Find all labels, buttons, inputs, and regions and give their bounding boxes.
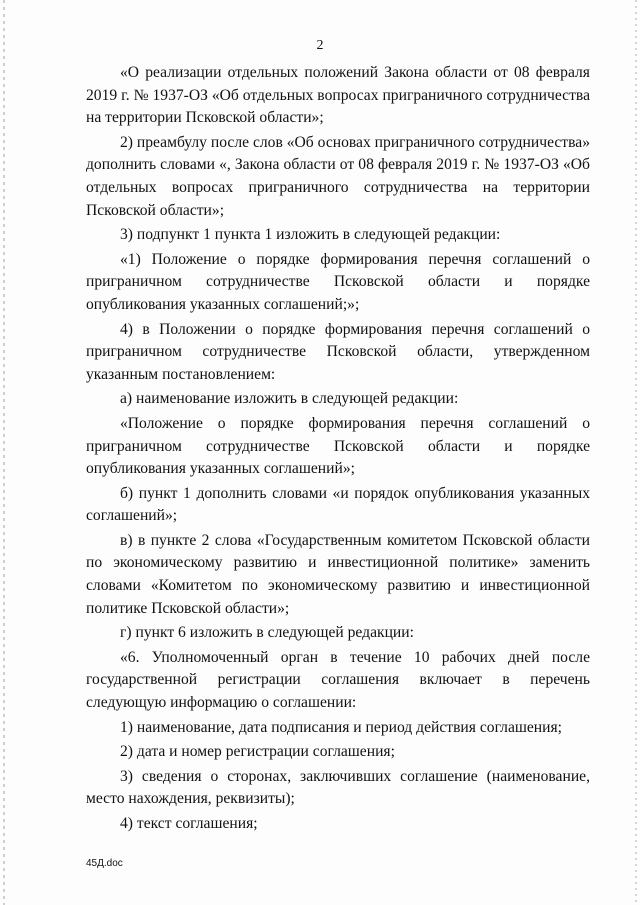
- file-name-footer: 45Д.doc: [86, 858, 123, 869]
- paragraph-10: г) пункт 6 изложить в следующей редакции:: [120, 624, 414, 642]
- paragraph-8: б) пункт 1 дополнить словами «и порядок опубликования указанных соглашений»;: [86, 484, 590, 525]
- paragraph-1: «О реализации отдельных положений Закона области от 08 февраля 2019 г. № 1937-ОЗ «Об отдельных вопросах приграничного сотрудничества на территории Псковской области»;: [86, 64, 590, 127]
- paragraph-7: «Положение о порядке формирования перечня соглашений о приграничном сотрудничестве Псковской области и порядке опубликования указанных соглашений»;: [86, 414, 590, 478]
- paragraph-4: «1) Положение о порядке формирования перечня соглашений о приграничном сотрудничестве Псковской области и порядке опубликования указанных соглашений;»;: [86, 250, 590, 313]
- paragraph-5: 4) в Положении о порядке формирования перечня соглашений о приграничном сотрудничестве Псковской области, утвержденном указанным постановлением:: [86, 320, 590, 383]
- paragraph-2: 2) преамбулу после слов «Об основах приграничного сотрудничества» дополнить словами «, Закона области от 08 февраля 2019 г. № 1937-ОЗ «Об отдельных вопросах приграничного сотрудничества на территории Псковской области»;: [86, 133, 590, 219]
- paragraph-14: 3) сведения о сторонах, заключивших соглашение (наименование, место нахождения, реквизиты);: [86, 767, 590, 808]
- paragraph-3: 3) подпункт 1 пункта 1 изложить в следующей редакции:: [120, 226, 501, 244]
- paragraph-12: 1) наименование, дата подписания и период действия соглашения;: [120, 718, 562, 736]
- paragraph-15: 4) текст соглашения;: [120, 815, 258, 832]
- scan-edge-right: [635, 0, 637, 905]
- paragraph-9: в) в пункте 2 слова «Государственным комитетом Псковской области по экономическому развитию и инвестиционной политике» заменить словами «Комитетом по экономическому развитию и инвестиционной политике Псковской области»;: [86, 531, 590, 617]
- document-body: [86, 62, 590, 836]
- paragraph-13: 2) дата и номер регистрации соглашения;: [120, 743, 395, 761]
- page-number: 2: [316, 38, 324, 53]
- paragraph-11: «6. Уполномоченный орган в течение 10 рабочих дней после государственной регистрации соглашения включает в перечень следующую информацию о соглашении:: [86, 648, 590, 712]
- paragraph-6: а) наименование изложить в следующей редакции:: [120, 390, 459, 408]
- scan-edge-left: [3, 0, 5, 905]
